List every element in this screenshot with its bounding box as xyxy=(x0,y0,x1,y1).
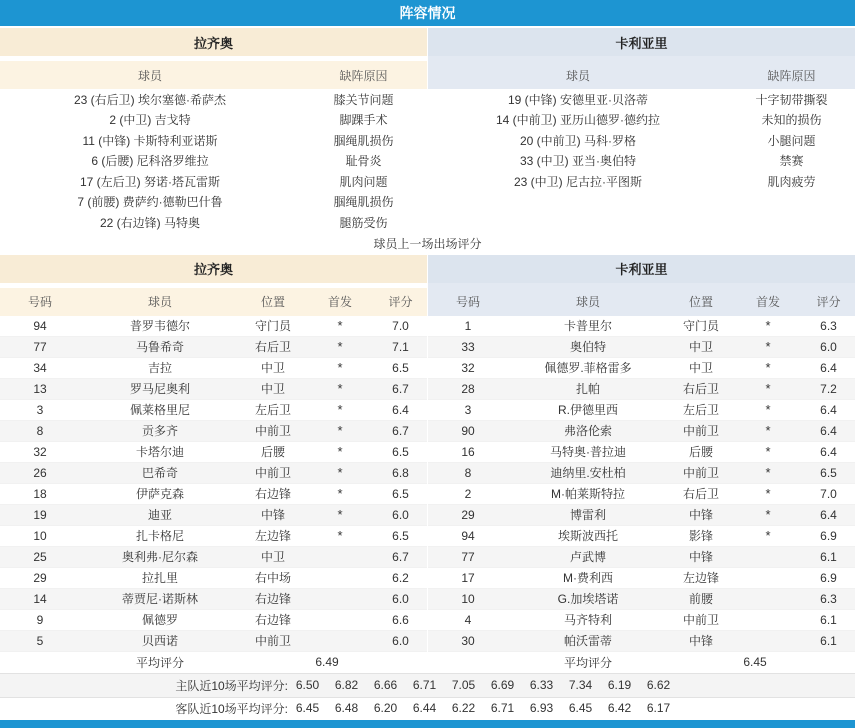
player-position: 中锋 xyxy=(688,508,713,522)
history-rating: 6.69 xyxy=(490,678,515,692)
player-rating: 6.2 xyxy=(392,570,409,585)
player-position: 中前卫 xyxy=(254,466,291,480)
absence-reason: 腘绳肌损伤 xyxy=(333,133,394,148)
rating-row xyxy=(0,589,427,610)
absence-reason: 肌肉疲劳 xyxy=(767,174,816,189)
player-rating: 6.5 xyxy=(392,360,409,375)
player-number: 25 xyxy=(33,549,47,564)
rating-row xyxy=(0,316,427,337)
player-number: 28 xyxy=(461,381,475,396)
player-rating: 6.9 xyxy=(820,570,837,585)
player-rating: 6.4 xyxy=(820,360,837,375)
absence-reason: 膝关节问题 xyxy=(333,92,394,107)
player-number: 3 xyxy=(36,402,44,417)
col-number: 号码 xyxy=(27,295,52,309)
player-position: 影锋 xyxy=(688,529,713,543)
player-number: 94 xyxy=(461,528,475,543)
absence-row xyxy=(428,151,855,172)
absence-home-panel xyxy=(0,28,427,233)
rating-row xyxy=(428,568,855,589)
player-position: 中卫 xyxy=(260,550,285,564)
rating-row xyxy=(428,484,855,505)
player-rating: 6.4 xyxy=(392,402,409,417)
player-rating: 6.7 xyxy=(392,549,409,564)
player-position: 右后卫 xyxy=(682,487,719,501)
player-number: 32 xyxy=(33,444,47,459)
player-position: 中锋 xyxy=(688,634,713,648)
player-number: 10 xyxy=(461,591,475,606)
player-rating: 6.3 xyxy=(820,591,837,606)
player-rating: 6.0 xyxy=(392,633,409,648)
player-number: 29 xyxy=(33,570,47,585)
player-position: 中卫 xyxy=(688,340,713,354)
player-number: 17 xyxy=(461,570,475,585)
player-number: 5 xyxy=(36,633,44,648)
home-history-row xyxy=(0,673,855,698)
absence-row xyxy=(428,89,855,110)
col-position: 位置 xyxy=(688,295,713,309)
starter-mark: * xyxy=(337,339,343,354)
player-name: 罗马尼奥利 xyxy=(129,382,190,396)
ratings-away-rows xyxy=(428,316,855,652)
player-position: 后腰 xyxy=(260,445,285,459)
player-name: 卡塔尔迪 xyxy=(135,445,184,459)
player-position: 守门员 xyxy=(682,319,719,333)
player-rating: 6.4 xyxy=(820,402,837,417)
player-number: 18 xyxy=(33,486,47,501)
col-starter: 首发 xyxy=(327,295,352,309)
starter-mark: * xyxy=(765,402,771,417)
player-rating: 6.1 xyxy=(820,612,837,627)
player-rating: 6.1 xyxy=(820,549,837,564)
absence-row xyxy=(0,110,427,131)
player-name: 迪纳里.安杜柏 xyxy=(550,466,626,480)
absence-reason: 脚踝手术 xyxy=(339,113,388,128)
ratings-away-average-row xyxy=(428,652,855,673)
absence-row xyxy=(0,89,427,110)
player-position: 中卫 xyxy=(260,361,285,375)
home-team-title: 拉齐奥 xyxy=(0,255,427,283)
absence-reason: 腿筋受伤 xyxy=(339,215,388,230)
absence-row xyxy=(428,130,855,151)
player-number: 16 xyxy=(461,444,475,459)
player-rating: 6.4 xyxy=(820,444,837,459)
rating-row xyxy=(0,610,427,631)
rating-row xyxy=(0,568,427,589)
starter-mark: * xyxy=(765,507,771,522)
player-position: 左后卫 xyxy=(254,403,291,417)
absence-away-panel xyxy=(427,28,855,233)
ratings-home-average-row xyxy=(0,652,427,673)
player-position: 中前卫 xyxy=(254,634,291,648)
rating-row xyxy=(428,463,855,484)
absence-row xyxy=(0,171,427,192)
absence-home-rows xyxy=(0,89,427,233)
starter-mark: * xyxy=(337,444,343,459)
starter-mark: * xyxy=(337,486,343,501)
absence-reason: 禁赛 xyxy=(779,154,804,169)
player-position: 中卫 xyxy=(688,361,713,375)
col-reason: 缺阵原因 xyxy=(339,68,388,83)
player-rating: 7.2 xyxy=(820,381,837,396)
player-rating: 6.5 xyxy=(392,486,409,501)
absent-player: 22 (右边锋) 马特奥 xyxy=(99,215,200,230)
player-rating: 6.0 xyxy=(820,339,837,354)
history-rating: 6.19 xyxy=(607,678,632,692)
history-rating: 6.66 xyxy=(373,678,398,692)
history-rating: 6.45 xyxy=(295,701,320,715)
player-number: 8 xyxy=(36,423,44,438)
player-position: 右后卫 xyxy=(682,382,719,396)
player-name: 奥利弗·尼尔森 xyxy=(122,550,198,564)
absence-reason: 十字韧带撕裂 xyxy=(755,92,828,107)
history-rating: 6.82 xyxy=(334,678,359,692)
player-number: 4 xyxy=(464,612,472,627)
absence-away-rows xyxy=(428,89,855,232)
player-rating: 6.0 xyxy=(392,507,409,522)
player-rating: 7.1 xyxy=(392,339,409,354)
rating-row xyxy=(428,442,855,463)
rating-row xyxy=(428,400,855,421)
player-name: 卢武博 xyxy=(569,550,606,564)
absent-player: 14 (中前卫) 亚历山德罗·德约拉 xyxy=(495,113,660,128)
col-player: 球员 xyxy=(137,68,162,83)
player-name: 迪亚 xyxy=(147,508,172,522)
player-name: 普罗韦德尔 xyxy=(129,319,190,333)
player-number: 3 xyxy=(464,402,472,417)
absent-player: 19 (中锋) 安德里亚·贝洛蒂 xyxy=(507,92,648,107)
history-rating: 6.62 xyxy=(646,678,671,692)
absence-row xyxy=(428,110,855,131)
history-rating: 6.50 xyxy=(295,678,320,692)
col-player: 球员 xyxy=(147,295,172,309)
rating-row xyxy=(0,631,427,652)
player-position: 中卫 xyxy=(260,382,285,396)
bottom-accent-bar xyxy=(0,720,855,728)
player-name: 马齐特利 xyxy=(563,613,612,627)
ratings-away-header xyxy=(428,288,855,316)
player-rating: 6.6 xyxy=(392,612,409,627)
ratings-away-panel xyxy=(427,255,855,673)
player-position: 中前卫 xyxy=(254,424,291,438)
col-player: 球员 xyxy=(575,295,600,309)
player-name: 弗洛伦索 xyxy=(563,424,612,438)
history-rating: 7.34 xyxy=(568,678,593,692)
player-name: 马鲁希奇 xyxy=(135,340,184,354)
absent-player: 20 (中前卫) 马科·罗格 xyxy=(519,133,636,148)
rating-row xyxy=(0,526,427,547)
player-rating: 6.3 xyxy=(820,318,837,333)
history-rating: 6.20 xyxy=(373,701,398,715)
starter-mark: * xyxy=(765,339,771,354)
player-position: 左边锋 xyxy=(254,529,291,543)
player-name: 佩莱格里尼 xyxy=(129,403,190,417)
col-starter: 首发 xyxy=(755,295,780,309)
player-position: 右边锋 xyxy=(254,592,291,606)
player-rating: 6.5 xyxy=(392,528,409,543)
absence-row xyxy=(0,130,427,151)
absence-reason: 未知的损伤 xyxy=(761,113,822,128)
ratings-section xyxy=(0,255,855,673)
player-number: 33 xyxy=(461,339,475,354)
starter-mark: * xyxy=(765,528,771,543)
average-label: 平均评分 xyxy=(135,655,184,670)
absence-row xyxy=(0,192,427,213)
rating-row xyxy=(428,358,855,379)
player-name: 贝西诺 xyxy=(141,634,178,648)
player-name: 马特奥·普拉迪 xyxy=(550,445,626,459)
player-number: 32 xyxy=(461,360,475,375)
rating-row xyxy=(428,316,855,337)
average-rating: 6.49 xyxy=(315,655,339,669)
history-rating: 6.45 xyxy=(568,701,593,715)
ratings-home-panel xyxy=(0,255,427,673)
player-position: 中前卫 xyxy=(682,424,719,438)
history-rating: 6.17 xyxy=(646,701,671,715)
rating-row xyxy=(0,337,427,358)
player-name: 佩德罗.菲格雷多 xyxy=(544,361,632,375)
player-position: 中锋 xyxy=(688,550,713,564)
absent-player: 33 (中卫) 亚当·奥伯特 xyxy=(519,154,636,169)
player-position: 右中场 xyxy=(254,571,291,585)
rating-row xyxy=(0,379,427,400)
player-number: 19 xyxy=(33,507,47,522)
starter-mark: * xyxy=(765,486,771,501)
absent-player: 7 (前腰) 费萨约·德勒巴什鲁 xyxy=(77,195,223,210)
player-rating: 6.0 xyxy=(392,591,409,606)
rating-row xyxy=(428,379,855,400)
absence-away-header xyxy=(428,61,855,89)
player-rating: 7.0 xyxy=(820,486,837,501)
starter-mark: * xyxy=(337,381,343,396)
starter-mark: * xyxy=(765,444,771,459)
starter-mark: * xyxy=(337,360,343,375)
player-rating: 6.4 xyxy=(820,507,837,522)
absence-section xyxy=(0,28,855,233)
rating-row xyxy=(0,547,427,568)
absence-row xyxy=(428,171,855,192)
player-rating: 6.9 xyxy=(820,528,837,543)
player-position: 后腰 xyxy=(688,445,713,459)
player-rating: 7.0 xyxy=(392,318,409,333)
player-number: 9 xyxy=(36,612,44,627)
history-rating: 6.22 xyxy=(451,701,476,715)
player-name: 埃斯波西托 xyxy=(557,529,618,543)
player-number: 10 xyxy=(33,528,47,543)
absence-reason: 腘绳肌损伤 xyxy=(333,195,394,210)
home-history-values xyxy=(288,678,678,692)
starter-mark: * xyxy=(337,318,343,333)
player-rating: 6.8 xyxy=(392,465,409,480)
starter-mark: * xyxy=(337,465,343,480)
history-rating: 7.05 xyxy=(451,678,476,692)
player-number: 94 xyxy=(33,318,47,333)
history-rating: 6.71 xyxy=(412,678,437,692)
rating-row xyxy=(428,526,855,547)
rating-row xyxy=(428,610,855,631)
rating-row xyxy=(428,547,855,568)
player-name: M·帕莱斯特拉 xyxy=(551,487,625,501)
player-name: 吉拉 xyxy=(147,361,172,375)
rating-row xyxy=(428,505,855,526)
player-position: 中锋 xyxy=(260,508,285,522)
col-player: 球员 xyxy=(565,68,590,83)
rating-row xyxy=(0,442,427,463)
player-position: 右边锋 xyxy=(254,487,291,501)
player-rating: 6.5 xyxy=(392,444,409,459)
rating-row xyxy=(428,421,855,442)
player-number: 34 xyxy=(33,360,47,375)
player-name: R.伊德里西 xyxy=(557,403,618,417)
player-name: 卡普里尔 xyxy=(563,319,612,333)
absence-row xyxy=(0,151,427,172)
player-number: 29 xyxy=(461,507,475,522)
player-name: 奥伯特 xyxy=(569,340,606,354)
away-history-values xyxy=(288,701,678,715)
absent-player: 17 (左后卫) 努诺·塔瓦雷斯 xyxy=(79,174,220,189)
ratings-home-rows xyxy=(0,316,427,652)
player-name: 贡多齐 xyxy=(141,424,178,438)
panel-title-bar xyxy=(0,0,855,26)
absence-reason: 耻骨炎 xyxy=(345,154,382,169)
player-name: 拉扎里 xyxy=(141,571,178,585)
player-number: 8 xyxy=(464,465,472,480)
player-name: 扎卡格尼 xyxy=(135,529,184,543)
player-number: 26 xyxy=(33,465,47,480)
col-rating: 评分 xyxy=(816,295,841,309)
rating-row xyxy=(0,400,427,421)
panel-title: 阵容情况 xyxy=(399,5,456,21)
player-position: 中前卫 xyxy=(682,613,719,627)
player-rating: 6.1 xyxy=(820,633,837,648)
starter-mark: * xyxy=(765,423,771,438)
absent-player: 6 (后腰) 尼科洛罗维拉 xyxy=(91,154,209,169)
player-number: 77 xyxy=(33,339,47,354)
col-rating: 评分 xyxy=(388,295,413,309)
col-reason: 缺阵原因 xyxy=(767,68,816,83)
starter-mark: * xyxy=(337,402,343,417)
starter-mark: * xyxy=(765,381,771,396)
history-rating: 6.93 xyxy=(529,701,554,715)
col-position: 位置 xyxy=(260,295,285,309)
absence-row xyxy=(0,212,427,233)
history-rating: 6.42 xyxy=(607,701,632,715)
player-position: 左边锋 xyxy=(682,571,719,585)
rating-row xyxy=(428,337,855,358)
absence-reason: 小腿问题 xyxy=(767,133,816,148)
absent-player: 2 (中卫) 吉戈特 xyxy=(109,113,191,128)
player-name: G.加埃塔诺 xyxy=(557,592,619,606)
player-name: 博雷利 xyxy=(569,508,606,522)
player-number: 1 xyxy=(464,318,472,333)
starter-mark: * xyxy=(765,465,771,480)
away-history-label: 客队近10场平均评分: xyxy=(175,701,288,716)
rating-row xyxy=(0,484,427,505)
history-rating: 6.33 xyxy=(529,678,554,692)
player-name: 帕沃雷蒂 xyxy=(563,634,612,648)
rating-row xyxy=(428,631,855,652)
average-rating: 6.45 xyxy=(743,655,767,669)
rating-row xyxy=(0,463,427,484)
player-position: 左后卫 xyxy=(682,403,719,417)
starter-mark: * xyxy=(765,318,771,333)
player-name: 巴希奇 xyxy=(141,466,178,480)
player-position: 右边锋 xyxy=(254,613,291,627)
home-history-label: 主队近10场平均评分: xyxy=(175,678,288,693)
home-team-title: 拉齐奥 xyxy=(0,28,427,56)
player-number: 2 xyxy=(464,486,472,501)
starter-mark: * xyxy=(337,507,343,522)
player-number: 30 xyxy=(461,633,475,648)
player-name: M·费利西 xyxy=(563,571,613,585)
player-position: 中前卫 xyxy=(682,466,719,480)
player-position: 前腰 xyxy=(688,592,713,606)
player-rating: 6.5 xyxy=(820,465,837,480)
player-name: 佩德罗 xyxy=(141,613,178,627)
away-history-row xyxy=(0,698,855,719)
player-number: 13 xyxy=(33,381,47,396)
player-rating: 6.7 xyxy=(392,423,409,438)
absence-reason: 肌肉问题 xyxy=(339,174,388,189)
player-rating: 6.4 xyxy=(820,423,837,438)
rating-row xyxy=(428,589,855,610)
rating-row xyxy=(0,421,427,442)
rating-row xyxy=(0,505,427,526)
absent-player: 23 (右后卫) 埃尔塞德·希萨杰 xyxy=(73,92,226,107)
ratings-home-header xyxy=(0,288,427,316)
average-label: 平均评分 xyxy=(563,655,612,670)
ratings-note: 球员上一场出场评分 xyxy=(373,237,482,251)
history-rating: 6.48 xyxy=(334,701,359,715)
history-rating: 6.71 xyxy=(490,701,515,715)
away-team-title: 卡利亚里 xyxy=(428,28,855,56)
player-position: 右后卫 xyxy=(254,340,291,354)
col-number: 号码 xyxy=(455,295,480,309)
history-rating: 6.44 xyxy=(412,701,437,715)
absent-player: 11 (中锋) 卡斯特利亚诺斯 xyxy=(82,133,218,148)
player-name: 伊萨克森 xyxy=(135,487,184,501)
away-team-title: 卡利亚里 xyxy=(428,255,855,283)
player-position: 守门员 xyxy=(254,319,291,333)
starter-mark: * xyxy=(337,423,343,438)
player-number: 90 xyxy=(461,423,475,438)
player-rating: 6.7 xyxy=(392,381,409,396)
starter-mark: * xyxy=(337,528,343,543)
starter-mark: * xyxy=(765,360,771,375)
player-number: 77 xyxy=(461,549,475,564)
player-name: 扎帕 xyxy=(575,382,600,396)
player-number: 14 xyxy=(33,591,47,606)
rating-row xyxy=(0,358,427,379)
player-name: 蒂贾尼·诺斯林 xyxy=(122,592,198,606)
absent-player: 23 (中卫) 尼古拉·平图斯 xyxy=(513,174,642,189)
absence-home-header xyxy=(0,61,427,89)
